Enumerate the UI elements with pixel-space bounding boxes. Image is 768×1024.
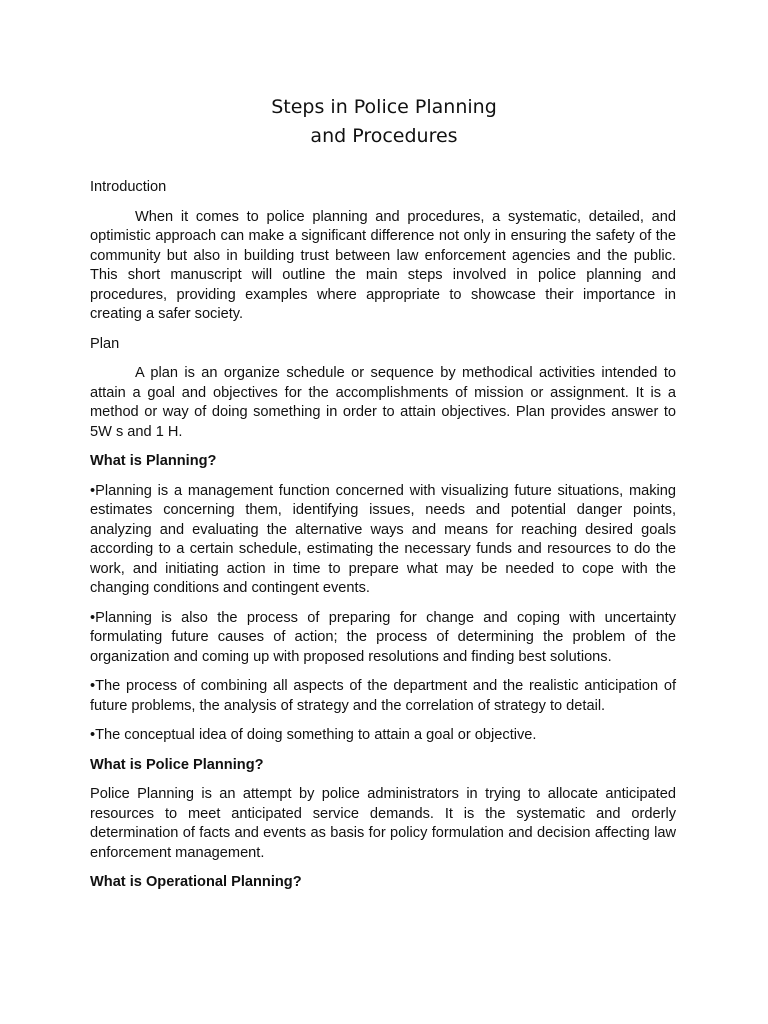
- introduction-heading: Introduction: [90, 179, 167, 195]
- planning-bullet-2: •Planning is also the process of preparing for change and coping with uncertainty formulating future causes of action; the process of determining the problem of the organization and coming up with proposed resolutions and finding best solutions.: [90, 609, 676, 665]
- document-body: [90, 178, 676, 903]
- what-is-operational-planning-heading: What is Operational Planning?: [90, 874, 302, 890]
- what-is-police-planning-heading: What is Police Planning?: [90, 756, 264, 773]
- planning-bullet-4: •The conceptual idea of doing something to attain a goal or objective.: [90, 727, 537, 743]
- police-planning-paragraph: Police Planning is an attempt by police administrators in trying to allocate anticipated resources to meet anticipated service demands. It is the systematic and orderly determination of facts and events as basis for policy formulation and decision affecting law enforcement management.: [90, 786, 676, 861]
- plan-paragraph: A plan is an organize schedule or sequence by methodical activities intended to attain a goal and objectives for the accomplishments of mission or assignment. It is a method or way of doing something in order to attain objectives. Plan provides answer to 5W s and 1 H.: [90, 365, 676, 440]
- introduction-paragraph: When it comes to police planning and procedures, a systematic, detailed, and optimistic approach can make a significant difference not only in ensuring the safety of the community but also in building trust between law enforcement agencies and the public. This short manuscript will outline the main steps involved in police planning and procedures, providing examples where appropriate to showcase their importance in creating a safer society.: [90, 208, 676, 322]
- plan-heading: Plan: [90, 335, 120, 352]
- title-line-2: and Procedures: [310, 125, 458, 147]
- planning-bullet-3: •The process of combining all aspects of the department and the realistic anticipation of future problems, the analysis of strategy and the correlation of strategy to detail.: [90, 678, 676, 714]
- title-line-1: Steps in Police Planning: [271, 96, 497, 118]
- planning-bullet-1: •Planning is a management function concerned with visualizing future situations, making estimates concerning them, identifying issues, needs and potential danger points, analyzing and evaluating the alternative ways and means for reaching desired goals according to a certain schedule, estimating the necessary funds and resources to do the work, and initiating action in time to prepare what may be needed to cope with the changing conditions and contingent events.: [90, 482, 676, 596]
- document-title: [0, 93, 768, 151]
- what-is-planning-heading: What is Planning?: [90, 453, 217, 469]
